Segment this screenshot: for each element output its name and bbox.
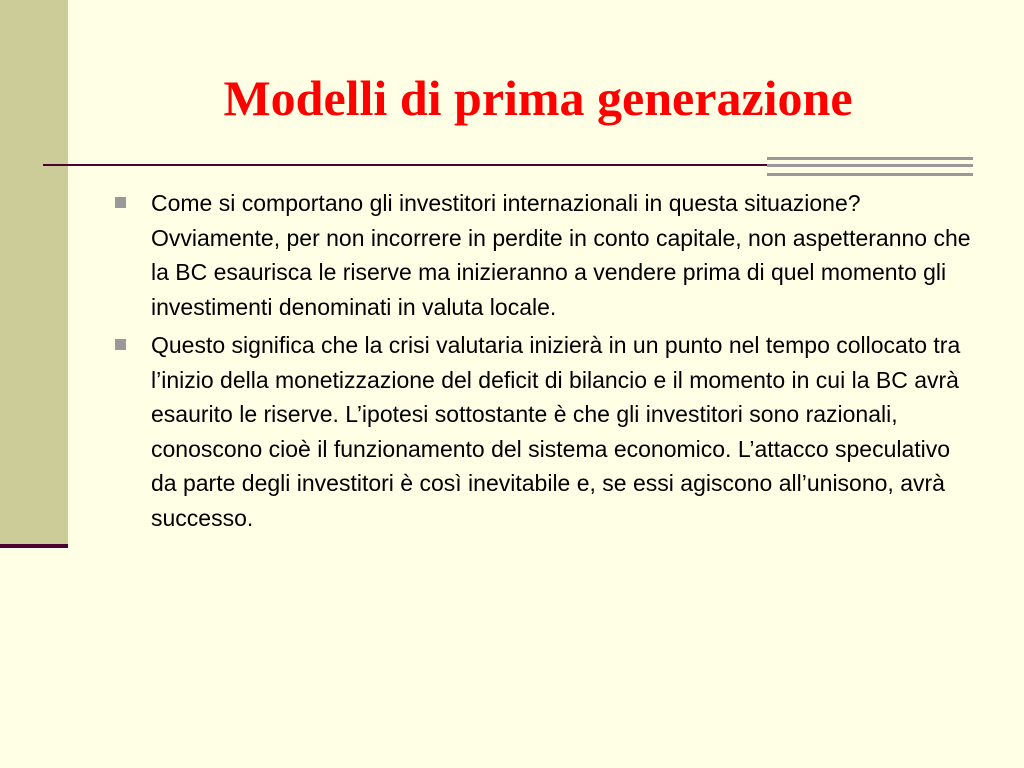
title-accent-bar xyxy=(767,164,973,167)
title-accent-bar xyxy=(767,157,973,160)
bullet-text: Questo significa che la crisi valutaria inizierà in un punto nel tempo collocato tra l’inizio della monetizzazione del deficit di bilancio e il momento in cui la BC avrà esaurito le riserve. L’ipotesi sottostante è che gli investitori sono razionali, conoscono cioè il funzionamento del sistema economico. L’attacco speculativo da parte degli investitori è così inevitabile e, se essi agiscono all’unisono, avrà successo. xyxy=(151,332,961,531)
bullet-item xyxy=(112,186,972,324)
bullet-list xyxy=(112,186,972,539)
left-band-rule xyxy=(0,544,68,548)
title-accent-bar xyxy=(767,173,973,176)
square-bullet-icon xyxy=(115,197,126,208)
left-decorative-band xyxy=(0,0,68,545)
square-bullet-icon xyxy=(115,339,126,350)
slide-title: Modelli di prima generazione xyxy=(223,70,853,126)
bullet-item xyxy=(112,328,972,535)
bullet-text: Come si comportano gli investitori internazionali in questa situazione? Ovviamente, per non incorrere in perdite in conto capitale, non aspetteranno che la BC esaurisca le riserve ma inizieranno a vendere prima di quel momento gli investimenti denominati in valuta locale. xyxy=(151,190,971,320)
